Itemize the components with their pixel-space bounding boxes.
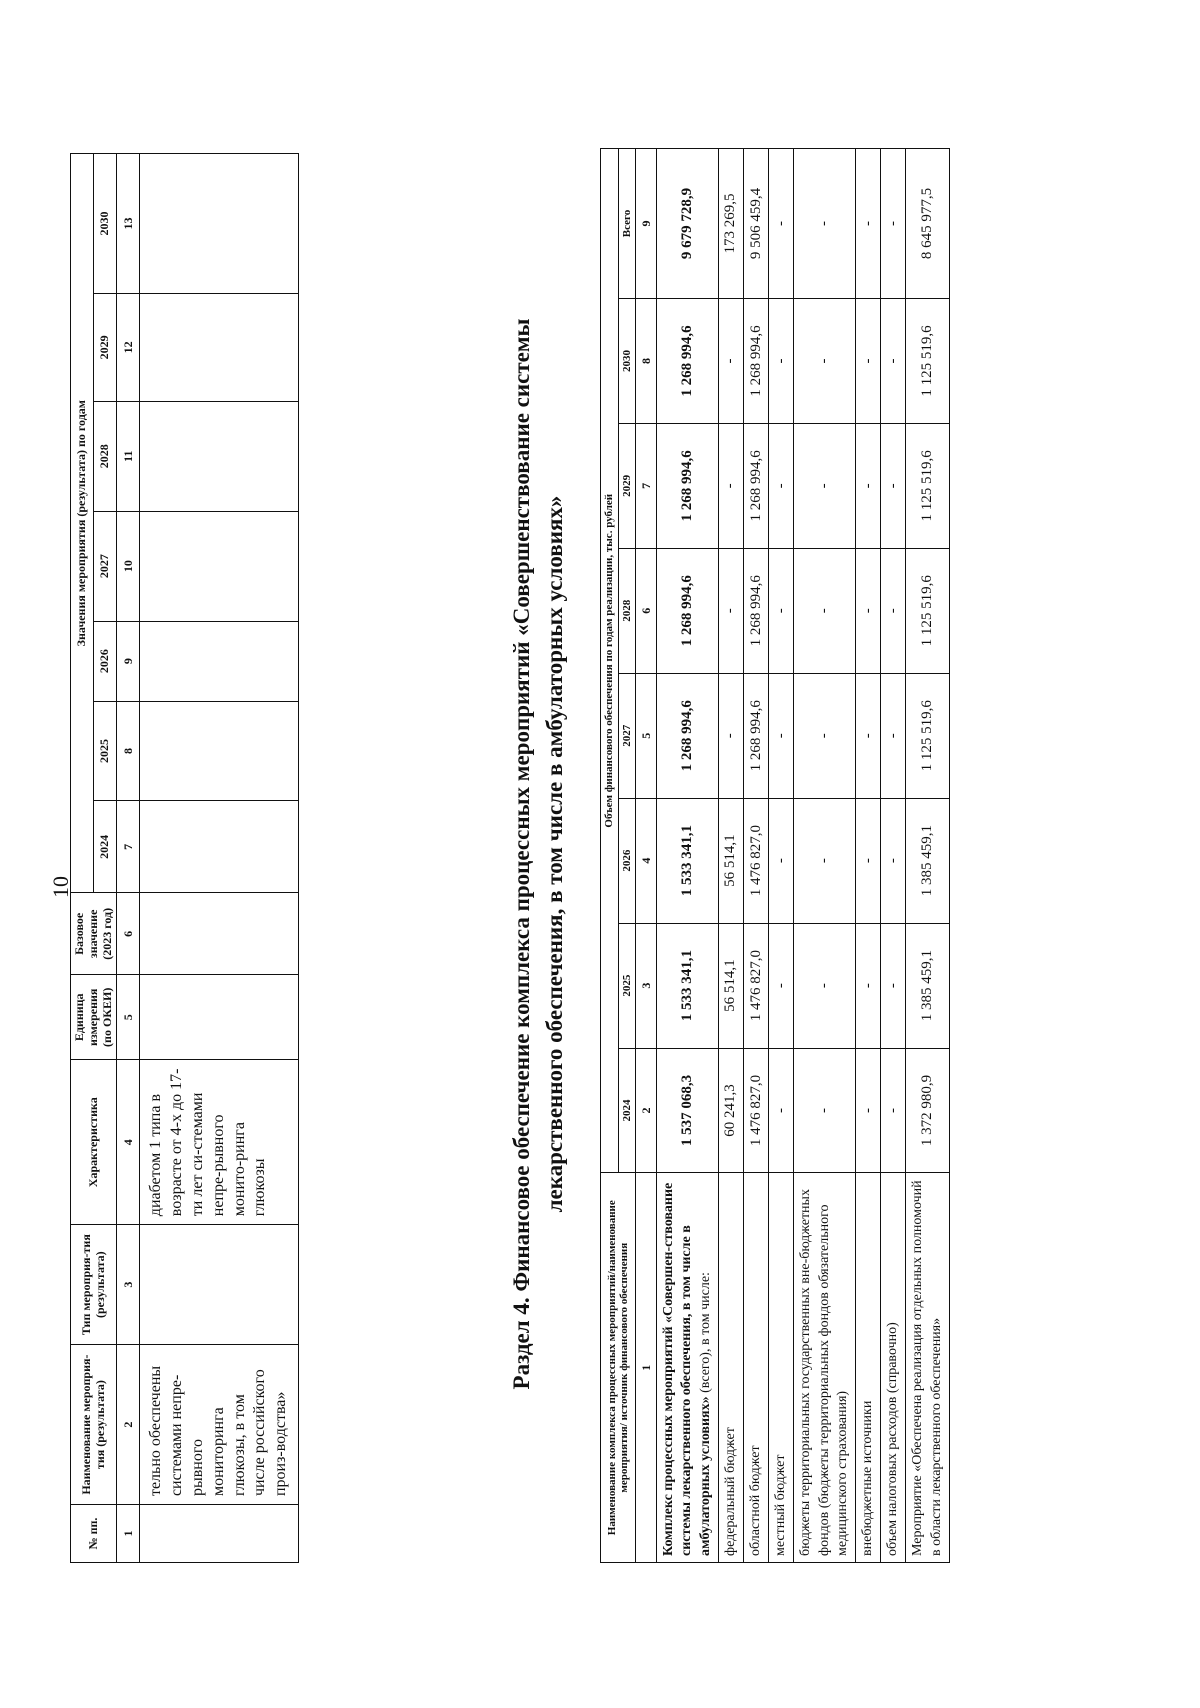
- section-title: [505, 0, 572, 1708]
- row-year-value: [140, 293, 299, 401]
- header-unit: Единица измерения (по ОКЕИ): [71, 975, 117, 1060]
- row-label: объем налоговых расходов (справочно): [881, 1173, 906, 1563]
- page-number: 10: [48, 876, 73, 898]
- header-year: 2027: [618, 673, 636, 798]
- header-year: 2025: [618, 923, 636, 1048]
- column-number: 3: [636, 923, 657, 1048]
- row-label: областной бюджет: [744, 1173, 769, 1563]
- header-characteristic: Характеристика: [71, 1060, 117, 1225]
- row-label: внебюджетные источники: [855, 1173, 880, 1563]
- cell-value: -: [855, 423, 880, 548]
- cell-value: 56 514,1: [718, 923, 743, 1048]
- header-year: 2029: [94, 293, 117, 401]
- cell-value: -: [718, 423, 743, 548]
- cell-value: -: [769, 923, 794, 1048]
- row-label: бюджеты территориальных государственных вне-бюджетных фондов (бюджеты территориальных фондов обязательного медицинского страхования): [794, 1173, 856, 1563]
- column-number: 10: [117, 511, 140, 621]
- cell-value: 1 125 519,6: [906, 673, 949, 798]
- row-label: Мероприятие «Обеспечена реализация отдельных полномочий в области лекарственного обеспечения»: [906, 1173, 949, 1563]
- row-unit: [140, 975, 299, 1060]
- column-number: 4: [636, 798, 657, 923]
- cell-value: 9 506 459,4: [744, 149, 769, 299]
- column-number: 6: [117, 893, 140, 975]
- cell-value: -: [794, 798, 856, 923]
- cell-value: -: [718, 673, 743, 798]
- header-year: 2024: [618, 1048, 636, 1173]
- row-type: [140, 1225, 299, 1345]
- table-row: [769, 149, 794, 1563]
- column-number: 5: [636, 673, 657, 798]
- row-year-value: [140, 511, 299, 621]
- column-number: 2: [117, 1345, 140, 1505]
- header-year: 2024: [94, 801, 117, 893]
- column-number: 1: [117, 1505, 140, 1563]
- header-year: 2025: [94, 701, 117, 801]
- row-no: [140, 1505, 299, 1563]
- cell-value: -: [881, 798, 906, 923]
- column-number: 6: [636, 548, 657, 673]
- cell-value: 1 385 459,1: [906, 798, 949, 923]
- header-year: 2026: [94, 621, 117, 701]
- section-title-line: лекарственного обеспечения, в том числе в амбулаторных условиях»: [542, 495, 568, 1213]
- cell-value: 60 241,3: [718, 1048, 743, 1173]
- financing-table: [600, 148, 950, 1563]
- cell-value: -: [881, 673, 906, 798]
- table-row: [906, 149, 949, 1563]
- header-volume: Объем финансового обеспечения по годам реализации, тыс. рублей: [601, 149, 619, 1173]
- table-row: [140, 154, 299, 1563]
- cell-value: 1 268 994,6: [657, 548, 719, 673]
- cell-value: 1 125 519,6: [906, 423, 949, 548]
- cell-value: -: [794, 298, 856, 423]
- cell-value: -: [855, 298, 880, 423]
- table-row-complex-total: [657, 149, 719, 1563]
- column-number: 5: [117, 975, 140, 1060]
- row-base-value: [140, 893, 299, 975]
- cell-value: -: [794, 673, 856, 798]
- header-name: Наименование комплекса процессных мероприятий/наименование мероприятия/ источник финансового обеспечения: [601, 1173, 636, 1563]
- cell-value: -: [881, 298, 906, 423]
- header-name: Наименование мероприя-тия (результата): [71, 1345, 117, 1505]
- cell-value: 1 385 459,1: [906, 923, 949, 1048]
- cell-value: 56 514,1: [718, 798, 743, 923]
- column-number: 3: [117, 1225, 140, 1345]
- column-number: 7: [636, 423, 657, 548]
- table-row: [744, 149, 769, 1563]
- header-year: 2027: [94, 511, 117, 621]
- cell-value: -: [769, 1048, 794, 1173]
- cell-value: -: [881, 423, 906, 548]
- column-number: 12: [117, 293, 140, 401]
- row-year-value: [140, 801, 299, 893]
- column-number: 8: [117, 701, 140, 801]
- row-year-value: [140, 621, 299, 701]
- cell-value: 1 268 994,6: [744, 673, 769, 798]
- cell-value: -: [881, 923, 906, 1048]
- column-number-row: [117, 154, 140, 1563]
- header-year: 2028: [618, 548, 636, 673]
- column-number: 2: [636, 1048, 657, 1173]
- column-number: 7: [117, 801, 140, 893]
- cell-value: 1 476 827,0: [744, 798, 769, 923]
- column-number: 13: [117, 154, 140, 294]
- cell-value: 1 125 519,6: [906, 298, 949, 423]
- cell-value: -: [855, 149, 880, 299]
- results-table: [70, 153, 299, 1563]
- cell-value: -: [794, 923, 856, 1048]
- header-year: 2026: [618, 798, 636, 923]
- row-year-value: [140, 401, 299, 511]
- column-number: 9: [636, 149, 657, 299]
- header-values-by-year: Значения мероприятия (результата) по годам: [71, 154, 94, 893]
- table-row: [718, 149, 743, 1563]
- table-row: [881, 149, 906, 1563]
- cell-value: -: [718, 548, 743, 673]
- column-number-row: [636, 149, 657, 1563]
- cell-value: -: [718, 298, 743, 423]
- cell-value: 1 533 341,1: [657, 923, 719, 1048]
- cell-value: -: [881, 1048, 906, 1173]
- cell-value: 9 679 728,9: [657, 149, 719, 299]
- cell-value: 1 372 980,9: [906, 1048, 949, 1173]
- cell-value: -: [769, 423, 794, 548]
- cell-value: 1 268 994,6: [744, 298, 769, 423]
- cell-value: 1 476 827,0: [744, 1048, 769, 1173]
- cell-value: 1 268 994,6: [744, 423, 769, 548]
- row-year-value: [140, 701, 299, 801]
- column-number: 8: [636, 298, 657, 423]
- table-row: [855, 149, 880, 1563]
- cell-value: 1 268 994,6: [657, 673, 719, 798]
- header-no: № пп.: [71, 1505, 117, 1563]
- row-label: федеральный бюджет: [718, 1173, 743, 1563]
- row-label-tail: (всего), в том числе:: [697, 1272, 713, 1397]
- cell-value: -: [855, 1048, 880, 1173]
- column-number: 4: [117, 1060, 140, 1225]
- cell-value: 1 268 994,6: [744, 548, 769, 673]
- section-title-line: Раздел 4. Финансовое обеспечение комплекса процессных мероприятий «Совершенствование системы: [509, 318, 534, 1390]
- column-number: 9: [117, 621, 140, 701]
- header-year: 2029: [618, 423, 636, 548]
- cell-value: 1 268 994,6: [657, 423, 719, 548]
- column-number: 11: [117, 401, 140, 511]
- cell-value: -: [881, 548, 906, 673]
- cell-value: 173 269,5: [718, 149, 743, 299]
- cell-value: -: [794, 1048, 856, 1173]
- cell-value: -: [769, 673, 794, 798]
- row-characteristic: диабетом 1 типа в возрасте от 4-х до 17-ти лет си-стемами непре-рывного монито-ринга глюкозы: [140, 1060, 299, 1225]
- row-label: местный бюджет: [769, 1173, 794, 1563]
- row-label-main: Комплекс процессных мероприятий «Совершен-ствование системы лекарственного обеспечения, в том числе в амбулаторных условиях»: [661, 1182, 713, 1556]
- cell-value: -: [794, 423, 856, 548]
- cell-value: -: [855, 923, 880, 1048]
- cell-value: -: [769, 548, 794, 673]
- cell-value: -: [855, 798, 880, 923]
- cell-value: -: [769, 149, 794, 299]
- cell-value: -: [794, 548, 856, 673]
- cell-value: 1 125 519,6: [906, 548, 949, 673]
- header-year: 2030: [618, 298, 636, 423]
- table-row: [794, 149, 856, 1563]
- row-name: тельно обеспечены системами непре-рывного мониторинга глюкозы, в том числе российского произ-водства»: [140, 1345, 299, 1505]
- cell-value: 8 645 977,5: [906, 149, 949, 299]
- cell-value: -: [855, 548, 880, 673]
- column-number: 1: [636, 1173, 657, 1563]
- cell-value: -: [855, 673, 880, 798]
- header-total: Всего: [618, 149, 636, 299]
- cell-value: -: [769, 298, 794, 423]
- row-label: [657, 1173, 719, 1563]
- cell-value: 1 268 994,6: [657, 298, 719, 423]
- cell-value: -: [881, 149, 906, 299]
- cell-value: 1 476 827,0: [744, 923, 769, 1048]
- row-year-value: [140, 154, 299, 294]
- cell-value: 1 537 068,3: [657, 1048, 719, 1173]
- header-year: 2028: [94, 401, 117, 511]
- header-year: 2030: [94, 154, 117, 294]
- cell-value: -: [769, 798, 794, 923]
- cell-value: -: [794, 149, 856, 299]
- cell-value: 1 533 341,1: [657, 798, 719, 923]
- header-type: Тип мероприя-тия (результата): [71, 1225, 117, 1345]
- header-base-value: Базовое значение (2023 год): [71, 893, 117, 975]
